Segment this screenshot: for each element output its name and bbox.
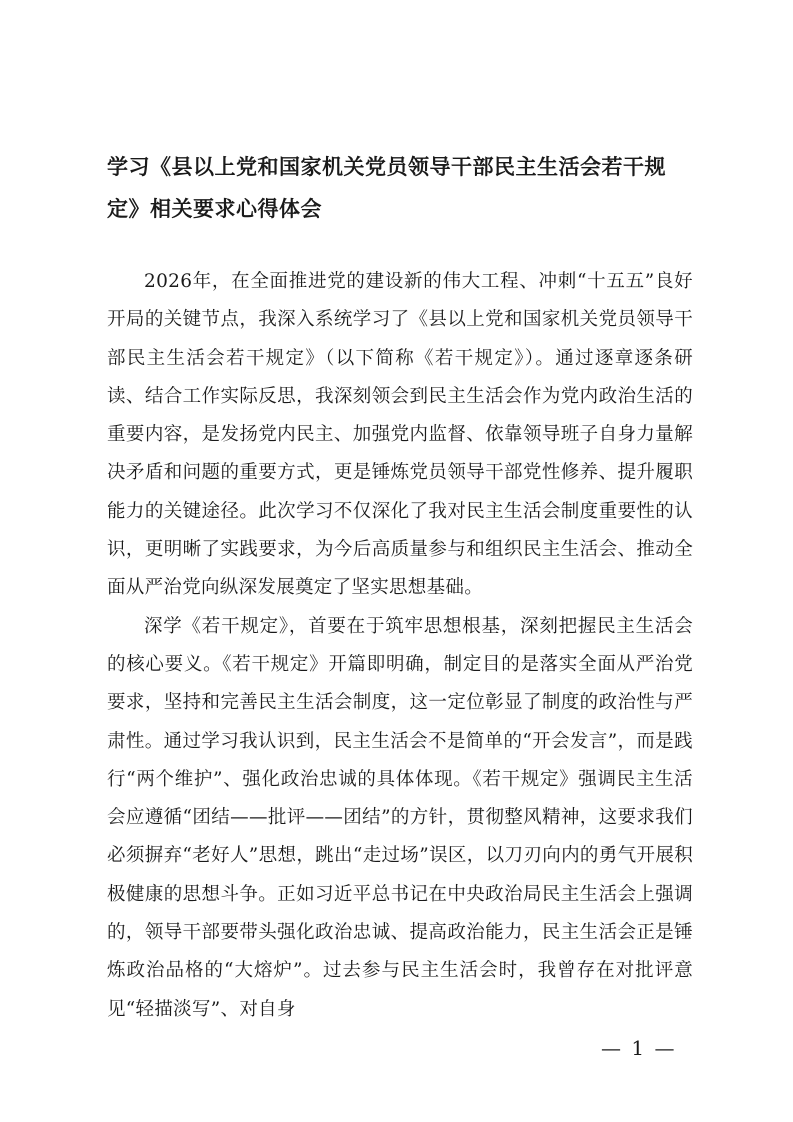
document-title: 学习《县以上党和国家机关党员领导干部民主生活会若干规定》相关要求心得体会 — [107, 155, 666, 221]
body-paragraph-1: 2026年，在全面推进党的建设新的伟大工程、冲刺“十五五”良好开局的关键节点，我深入系统学习了《县以上党和国家机关党员领导干部民主生活会若干规定》（以下简称《若干规定》）。通过逐章逐条研读、结合工作实际反思，我深刻领会到民主生活会作为党内政治生活的重要内容，是发扬党内民主、加强党内监督、依靠领导班子自身力量解决矛盾和问题的重要方式，更是锤炼党员领导干部党性修养、提升履职能力的关键途径。此次学习不仅深化了我对民主生活会制度重要性的认识，更明晰了实践要求，为今后高质量参与和组织民主生活会、推动全面从严治党向纵深发展奠定了坚实思想基础。 — [107, 271, 693, 599]
body-paragraph-2: 深学《若干规定》，首要在于筑牢思想根基，深刻把握民主生活会的核心要义。《若干规定》开篇即明确，制定目的是落实全面从严治党要求，坚持和完善民主生活会制度，这一定位彰显了制度的政治性与严肃性。通过学习我认识到，民主生活会不是简单的“开会发言”，而是践行“两个维护”、强化政治忠诚的具体体现。《若干规定》强调民主生活会应遵循“团结——批评——团结”的方针，贯彻整风精神，这要求我们必须摒弃“老好人”思想，跳出“走过场”误区，以刀刃向内的勇气开展积极健康的思想斗争。正如习近平总书记在中央政治局民主生活会上强调的，领导干部要带头强化政治忠诚、提高政治能力，民主生活会正是锤炼政治品格的“大熔炉”。过去参与民主生活会时，我曾存在对批评意见“轻描淡写”、对自身 — [107, 615, 693, 1020]
document-body — [107, 263, 693, 1029]
page-number: — 1 — — [601, 1036, 677, 1060]
